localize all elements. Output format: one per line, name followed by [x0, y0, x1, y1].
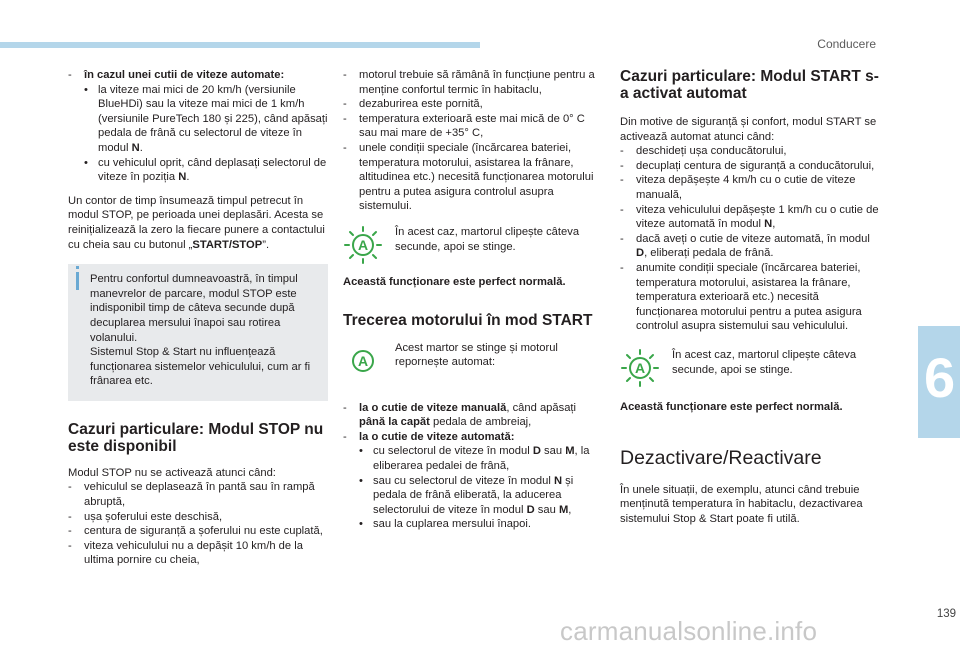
stop-intro: Modul STOP nu se activează atunci când:: [68, 466, 276, 479]
punct: ,: [568, 503, 572, 516]
info-icon: [76, 266, 79, 269]
lamp-note: [620, 348, 882, 392]
auto-a-icon: [343, 341, 383, 381]
info-icon-bar: [76, 272, 79, 290]
list-item: [343, 401, 595, 430]
gear-mode: M: [565, 445, 575, 458]
counter-text: Un contor de timp însumează timpul petrecut în modul STOP, pe perioada unei deplasări. Acesta se reinițializează la zero la fiecare punere a contactului cu cheia sau cu butonul „: [68, 194, 325, 251]
stop-start-auto-a-icon: [343, 225, 383, 265]
list-item: - dezaburirea este pornită,: [343, 97, 595, 112]
svg-text:A: A: [634, 359, 646, 376]
list-item: [343, 474, 595, 518]
header-accent-bar: [0, 42, 480, 48]
punct: .: [186, 171, 190, 184]
gear-mode: D: [636, 247, 645, 260]
info-text-1: Pentru confortul dumneavoastră, în timpul manevrelor de parcare, modul STOP este indisponibil timp de câteva secunde după decuplarea mersului înapoi sau rotirea volanului.: [90, 273, 298, 344]
list-item: - deschideți ușa conducătorului,: [620, 144, 882, 159]
column-3: [620, 66, 882, 526]
item-text: viteza vehiculului depășește 1 km/h cu o cutie de viteze automată în modul: [636, 203, 879, 231]
manual-label: la o cutie de viteze manuală: [359, 401, 507, 414]
deactivate-heading: Dezactivare/Reactivare: [620, 446, 822, 469]
bullet-text: , la eliberarea pedalei de frână,: [373, 445, 590, 472]
list-item: - decuplați centura de siguranță a conducătorului,: [620, 159, 882, 174]
bullet-text: și pedala de frână eliberată, la aducerea selectorului de viteze în modul: [373, 474, 574, 516]
restart-lamp-text: Acest martor se stinge și motorul repornește automat:: [395, 341, 558, 369]
list-item: - vehiculul se deplasează în pantă sau în rampă abruptă,: [68, 480, 328, 509]
list-item: [620, 232, 882, 261]
bullet-text: sau cu selectorul de viteze în modul: [373, 474, 554, 487]
lamp-note: [343, 225, 595, 269]
restart-heading: Trecerea motorului în mod START: [343, 311, 593, 329]
list-item: - temperatura exterioară este mai mică de 0° C sau mai mare de +35° C,: [343, 112, 595, 141]
normal-text: Această funcționare este perfect normală.: [343, 275, 566, 288]
svg-text:A: A: [357, 352, 369, 369]
stop-start-auto-a-icon: [620, 348, 660, 388]
auto-heading: în cazul unei cutii de viteze automate:: [84, 69, 285, 81]
list-item: [343, 430, 595, 445]
list-item: - ușa șoferului este deschisă,: [68, 510, 328, 525]
list-item: - viteza depășește 4 km/h cu o cutie de viteze manuală,: [620, 173, 882, 202]
gear-mode: N: [764, 218, 773, 231]
start-heading: Cazuri particulare: Modul START s-a activat automat: [620, 68, 879, 102]
page-number: 139: [936, 608, 956, 620]
stop-heading: Cazuri particulare: Modul STOP nu este disponibil: [68, 420, 324, 455]
manual-emph: până la capăt: [359, 416, 430, 429]
start-stop-label: START/STOP: [192, 238, 263, 251]
list-item: - centura de siguranță a șoferului nu este cuplată,: [68, 524, 328, 539]
chapter-tab: [918, 326, 960, 438]
list-item: - unele condiții speciale (încărcarea bateriei, temperatura motorului, asistarea la frânare, altitudinea etc.) necesită funcționarea motorului pentru a putea asigura controlul asupra sistemului.: [343, 141, 595, 214]
gear-mode: N: [131, 141, 140, 154]
gear-mode: D: [526, 503, 535, 516]
bullet-text: sau: [534, 503, 559, 516]
list-item: - anumite condiții speciale (încărcarea bateriei, temperatura motorului, asistarea la frânare, temperatura exterioară etc.) necesită funcționarea motorului pentru a putea asigura controlul asupra sistemului sau vehiculului.: [620, 261, 882, 334]
gear-mode: D: [532, 445, 541, 458]
bullet-text: sau: [540, 445, 566, 458]
chapter-number: 6: [924, 346, 956, 409]
counter-paragraph: [68, 194, 328, 252]
bullet-text: cu selectorul de viteze în modul: [373, 445, 533, 458]
auto-label: la o cutie de viteze automată:: [359, 430, 515, 443]
list-item: [68, 156, 328, 185]
start-intro: Din motive de siguranță și confort, modul START se activează automat atunci când:: [620, 116, 877, 143]
info-text-2: Sistemul Stop & Start nu influențează funcționarea sistemelor vehiculului, cum ar fi frânarea etc.: [90, 346, 311, 388]
section-title: Conducere: [817, 37, 876, 51]
watermark: carmanualsonline.info: [560, 616, 818, 646]
bullet-text: la viteze mai mici de 20 km/h (versiunile BlueHDi) sau la viteze mai mici de 1 km/h (versiunile PureTech 180 și 225), când apăsați pedala de frână cu selectorul de viteze în modul: [98, 83, 328, 154]
item-text: , eliberați pedala de frână.: [644, 247, 774, 260]
punct: ”.: [262, 238, 270, 251]
list-item: - viteza vehiculului nu a depășit 10 km/h de la ultima pornire cu cheia,: [68, 539, 328, 568]
column-2: [343, 66, 595, 532]
lamp-text: În acest caz, martorul clipește câteva secunde, apoi se stinge.: [672, 348, 857, 376]
svg-text:A: A: [357, 236, 369, 253]
item-text: dacă aveți o cutie de viteze automată, în modul: [636, 232, 870, 245]
bullet-text: cu vehiculul oprit, când deplasați selectorul de viteze în poziția: [98, 156, 327, 184]
gear-mode: M: [558, 503, 569, 516]
column-1: [68, 66, 328, 568]
list-item: - motorul trebuie să rămână în funcțiune pentru a menține confortul termic în habitaclu,: [343, 68, 595, 97]
list-item: • sau la cuplarea mersului înapoi.: [343, 517, 595, 532]
punct: .: [139, 141, 143, 154]
list-item: [343, 444, 595, 473]
list-item: [68, 83, 328, 156]
normal-text: Această funcționare este perfect normală.: [620, 400, 843, 413]
gear-mode: N: [553, 474, 563, 487]
lamp-text: În acest caz, martorul clipește câteva secunde, apoi se stinge.: [395, 225, 580, 253]
list-item: [68, 68, 328, 83]
punct: ,: [772, 218, 776, 231]
manual-text: , când apăsați: [506, 401, 577, 414]
list-item: [620, 203, 882, 232]
info-box: [68, 264, 328, 401]
deactivate-text: În unele situații, de exemplu, atunci când trebuie menținută temperatura în habitaclu, dezactivarea sistemului Stop & Start poate fi utilă.: [620, 483, 863, 525]
restart-lamp-note: [343, 341, 595, 381]
manual-text-2: pedala de ambreiaj,: [429, 416, 532, 429]
gear-mode: N: [178, 171, 187, 184]
